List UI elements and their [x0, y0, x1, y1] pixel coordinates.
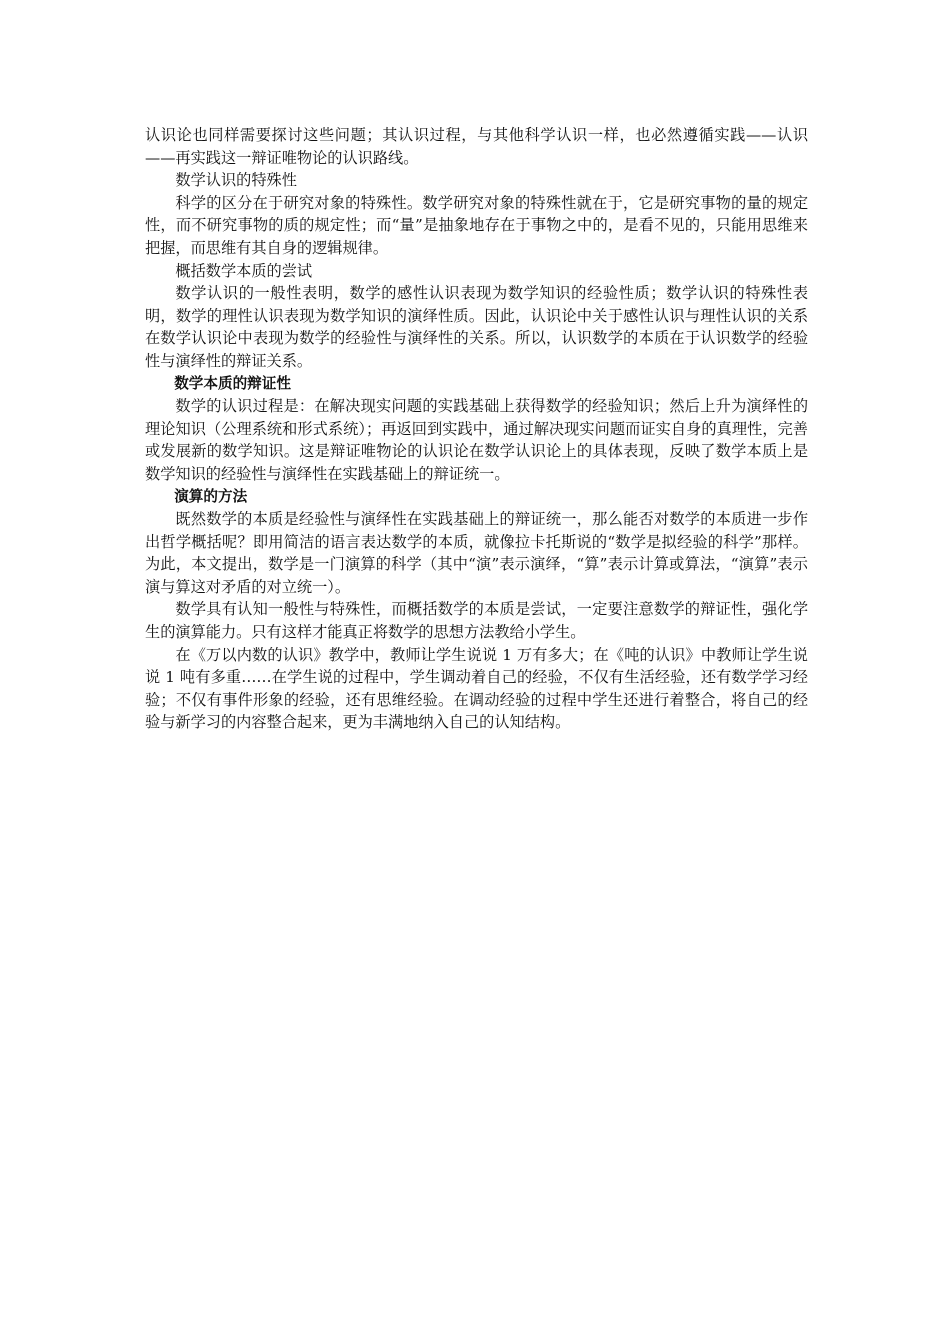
paragraph-example: 在《万以内数的认识》教学中，教师让学生说说 1 万有多大；在《吨的认识》中教师让学生说说 1 吨有多重……在学生说的过程中，学生调动着自己的经验，不仅有生活经验，还有数学学习经验；不仅有事件形象的经验，还有思维经验。在调动经验的过程中学生还进行着整合，将自己的经验与新学习的内容整合起来，更为丰满地纳入自己的认知结构。	[145, 645, 808, 732]
section-heading-calculus-method: 演算的方法	[174, 487, 248, 505]
section-heading-dialectics: 数学本质的辩证性	[174, 374, 291, 392]
paragraph-particularity: 科学的区分在于研究对象的特殊性。数学研究对象的特殊性就在于，它是研究事物的量的规定性，而不研究事物的质的规定性；而“量”是抽象地存在于事物之中的，是看不见的，只能用思维来把握，而思维有其自身的逻辑规律。	[145, 193, 808, 257]
section-heading-essence-attempt: 概括数学本质的尝试	[175, 261, 313, 280]
paragraph-essence-attempt: 数学认识的一般性表明，数学的感性认识表现为数学知识的经验性质；数学认识的特殊性表明，数学的理性认识表现为数学知识的演绎性质。因此，认识论中关于感性认识与理性认识的关系在数学认识论中表现为数学的经验性与演绎性的关系。所以，认识数学的本质在于认识数学的经验性与演绎性的辩证关系。	[145, 284, 808, 370]
section-heading-particularity: 数学认识的特殊性	[175, 171, 297, 190]
paragraph-dialectics: 数学的认识过程是：在解决现实问题的实践基础上获得数学的经验知识；然后上升为演绎性的理论知识（公理系统和形式系统）；再返回到实践中，通过解决现实问题而证实自身的真理性，完善或发展新的数学知识。这是辩证唯物论的认识论在数学认识论上的具体表现，反映了数学本质上是数学知识的经验性与演绎性在实践基础上的辩证统一。	[145, 397, 808, 483]
document-body	[145, 124, 808, 734]
paragraph-teaching: 数学具有认知一般性与特殊性，而概括数学的本质是尝试，一定要注意数学的辩证性，强化学生的演算能力。只有这样才能真正将数学的思想方法教给小学生。	[145, 600, 808, 642]
paragraph-continuation: 认识论也同样需要探讨这些问题；其认识过程，与其他科学认识一样，也必然遵循实践——认识——再实践这一辩证唯物论的认识路线。	[145, 126, 808, 167]
paragraph-calculus-method: 既然数学的本质是经验性与演绎性在实践基础上的辩证统一，那么能否对数学的本质进一步作出哲学概括呢？即用简洁的语言表达数学的本质，就像拉卡托斯说的“数学是拟经验的科学”那样。为此，本文提出，数学是一门演算的科学（其中“演”表示演绎，“算”表示计算或算法，“演算”表示演与算这对矛盾的对立统一）。	[145, 510, 808, 596]
